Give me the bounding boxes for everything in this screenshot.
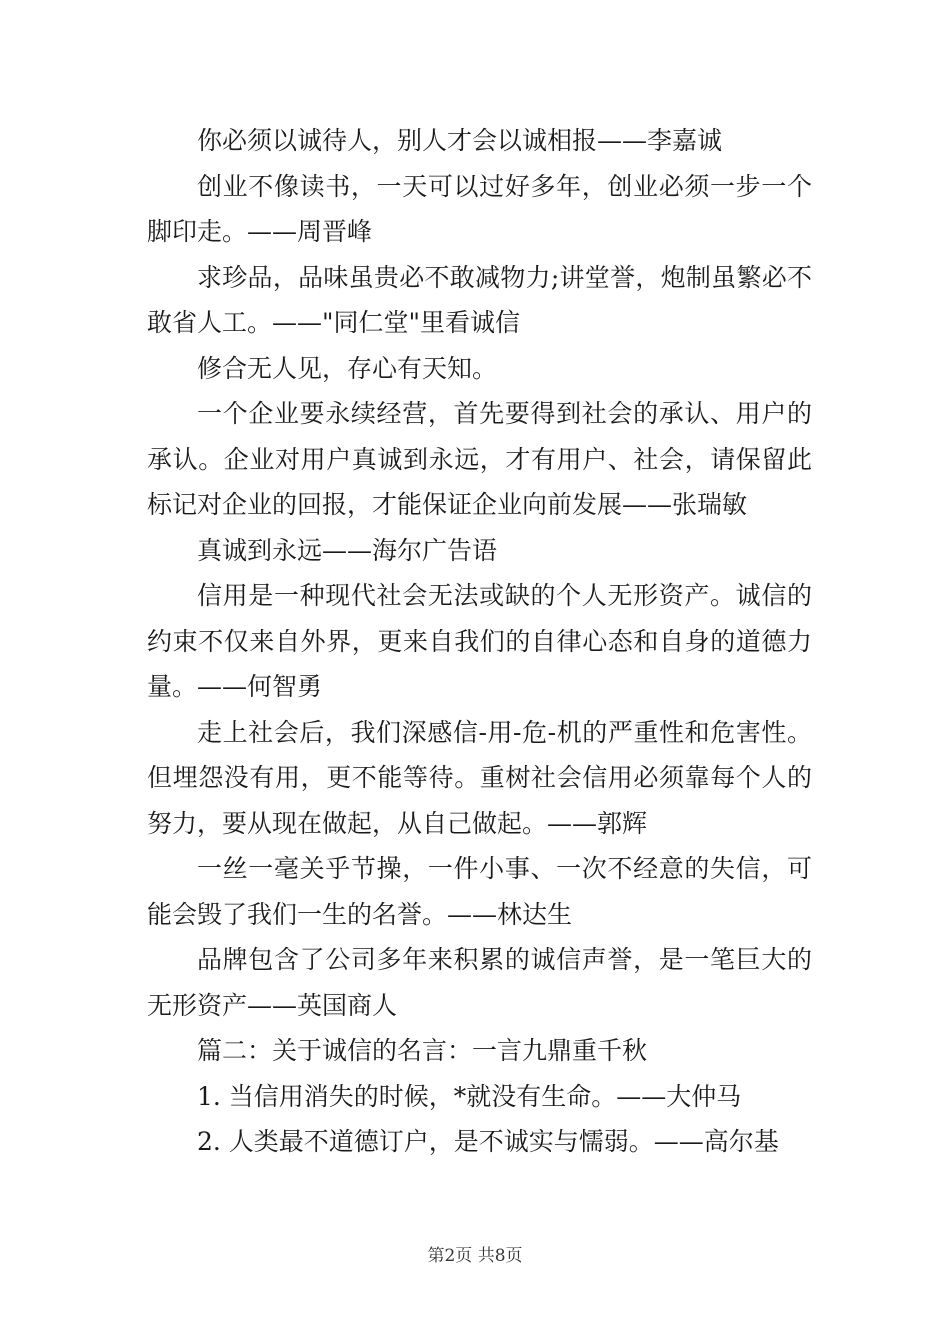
paragraph: 走上社会后，我们深感信-用-危-机的严重性和危害性。但埋怨没有用，更不能等待。重树社会信用必须靠每个人的努力，要从现在做起，从自己做起。——郭辉 [147,717,812,838]
paragraph: 你必须以诚待人，别人才会以诚相报——李嘉诚 [197,126,723,155]
paragraph: 一个企业要永续经营，首先要得到社会的承认、用户的承认。企业对用户真诚到永远，才有用户、社会，请保留此标记对企业的回报，才能保证企业向前发展——张瑞敏 [147,399,812,519]
paragraph: 一丝一毫关乎节操，一件小事、一次不经意的失信，可能会毁了我们一生的名誉。——林达生 [147,854,812,929]
list-item: 2. 人类最不道德订户，是不诚实与懦弱。——高尔基 [197,1127,779,1156]
paragraph: 信用是一种现代社会无法或缺的个人无形资产。诚信的约束不仅来自外界，更来自我们的自律心态和自身的道德力量。——何智勇 [147,581,812,701]
paragraph: 真诚到永远——海尔广告语 [197,535,498,565]
list-item: 1. 当信用消失的时候，*就没有生命。——大仲马 [197,1081,742,1111]
paragraph: 修合无人见，存心有天知。 [197,353,498,383]
section-heading: 篇二：关于诚信的名言：一言九鼎重千秋 [197,1036,648,1065]
paragraph: 创业不像读书，一天可以过好多年，创业必须一步一个脚印走。——周晋峰 [147,171,812,246]
paragraph: 品牌包含了公司多年来积累的诚信声誉，是一笔巨大的无形资产——英国商人 [147,945,812,1020]
document-body [147,118,812,1165]
page-footer: 第2页 共8页 [427,1246,523,1266]
paragraph: 求珍品，品味虽贵必不敢减物力;讲堂誉，炮制虽繁必不敢省人工。——"同仁堂"里看诚信 [147,262,812,337]
